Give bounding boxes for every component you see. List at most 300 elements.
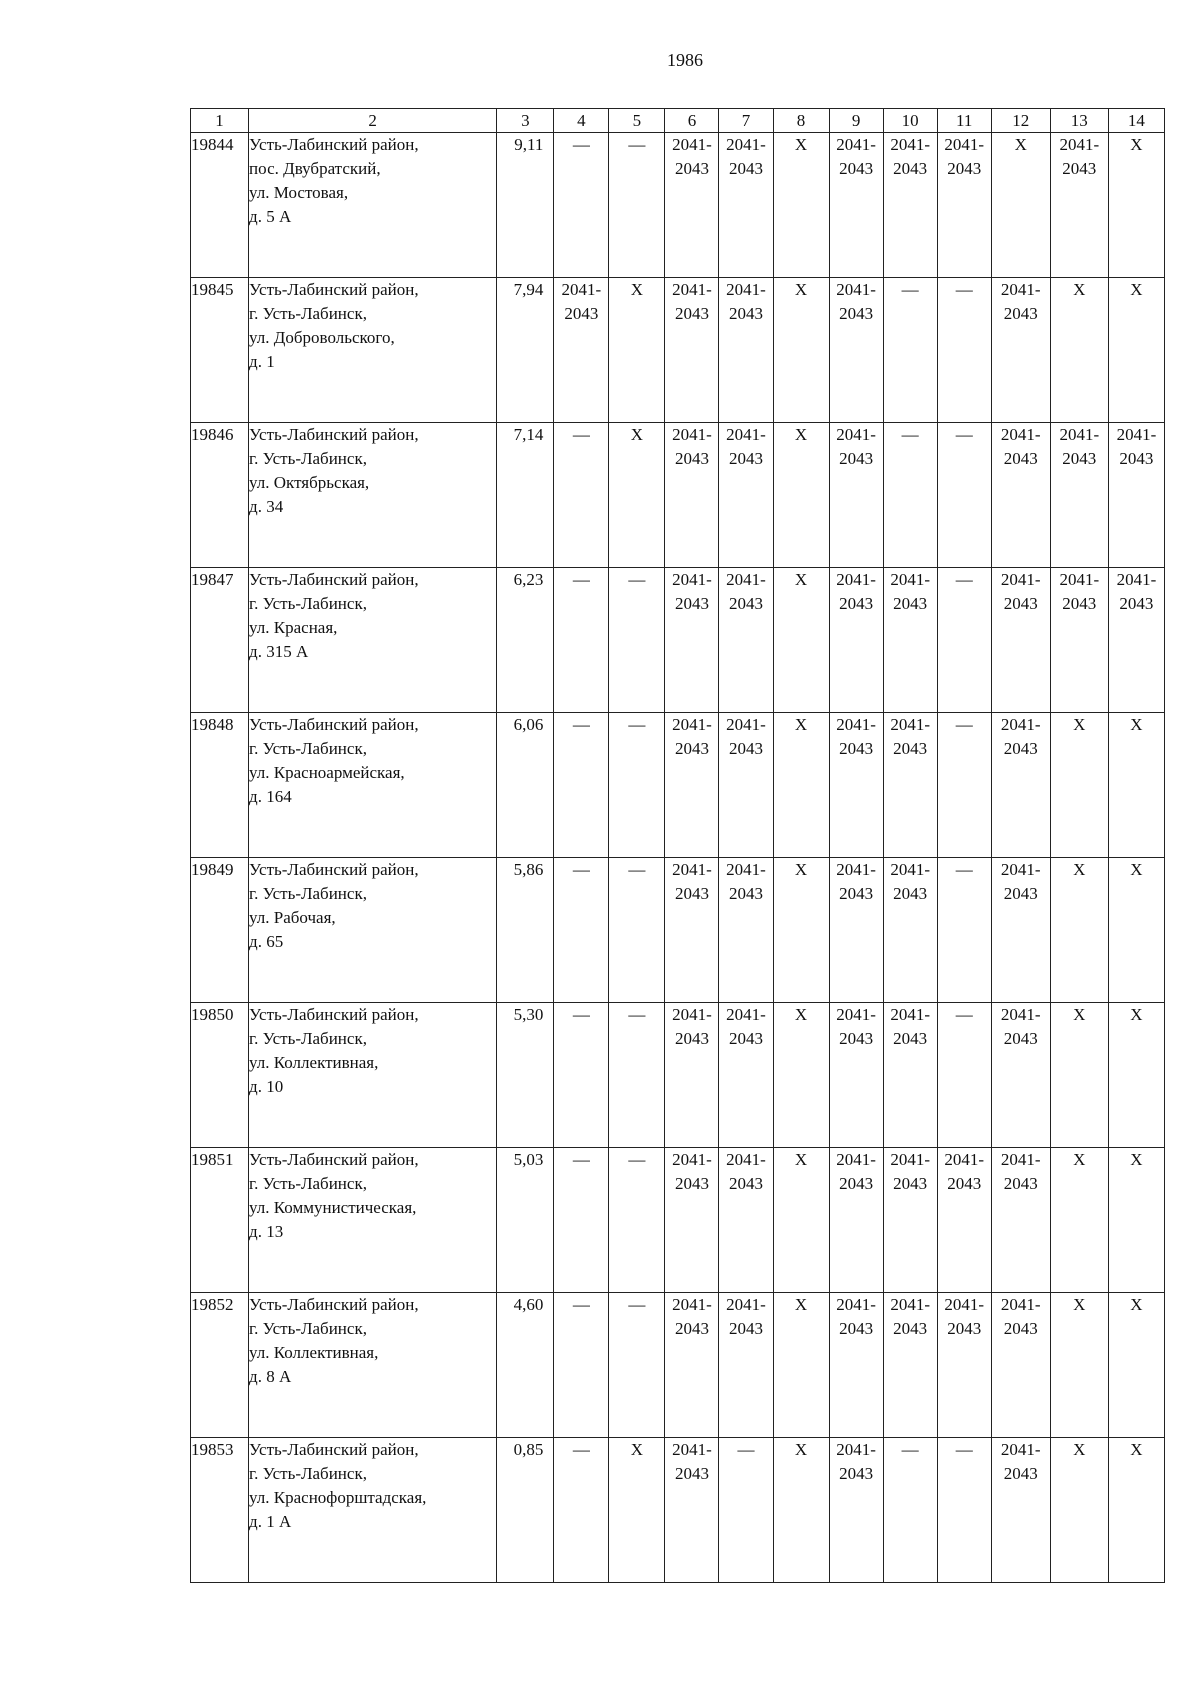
value-cell	[665, 133, 719, 278]
address-line: ул. Краснофорштадская,	[249, 1488, 427, 1507]
value-cell	[829, 423, 883, 568]
address-line: г. Усть-Лабинск,	[249, 449, 367, 468]
year-end: 2043	[729, 594, 763, 613]
address-line: г. Усть-Лабинск,	[249, 304, 367, 323]
year-start: 2041-	[836, 1150, 876, 1169]
value-cell: —	[937, 1003, 991, 1148]
value-cell: —	[554, 1003, 609, 1148]
value-cell	[665, 278, 719, 423]
value-cell: —	[937, 423, 991, 568]
value-cell: X	[609, 423, 665, 568]
year-end: 2043	[674, 1464, 709, 1483]
year-start: 2041-	[1000, 715, 1041, 734]
header-row	[191, 109, 1165, 133]
value-cell: X	[1050, 1438, 1108, 1583]
year-end: 2043	[893, 594, 928, 613]
value-cell: —	[883, 1438, 937, 1583]
area-cell: 9,11	[497, 133, 554, 278]
year-start: 2041-	[726, 1005, 766, 1024]
value-cell: —	[554, 1148, 609, 1293]
value-cell	[719, 278, 773, 423]
registry-table	[190, 108, 1165, 1583]
column-header-11: 11	[937, 109, 991, 133]
year-start: 2041-	[1116, 570, 1157, 589]
address-line: Усть-Лабинский район,	[249, 1005, 419, 1024]
address-line: г. Усть-Лабинск,	[249, 1319, 367, 1338]
table-row	[191, 423, 1165, 568]
value-cell	[937, 133, 991, 278]
year-start: 2041-	[726, 280, 766, 299]
column-header-6: 6	[665, 109, 719, 133]
address-line: Усть-Лабинский район,	[249, 715, 419, 734]
address-cell	[249, 423, 497, 568]
value-cell	[991, 1438, 1050, 1583]
area-cell: 7,94	[497, 278, 554, 423]
value-cell	[991, 858, 1050, 1003]
value-cell	[665, 1003, 719, 1148]
address-line: Усть-Лабинский район,	[249, 1440, 419, 1459]
area-cell: 6,06	[497, 713, 554, 858]
value-cell	[991, 1003, 1050, 1148]
address-line: Усть-Лабинский район,	[249, 135, 419, 154]
column-header-12: 12	[991, 109, 1050, 133]
year-end: 2043	[1003, 739, 1038, 758]
address-line: Усть-Лабинский район,	[249, 280, 419, 299]
address-cell	[249, 1438, 497, 1583]
value-cell	[719, 713, 773, 858]
column-header-5: 5	[609, 109, 665, 133]
value-cell	[883, 713, 937, 858]
value-cell	[829, 713, 883, 858]
year-start: 2041-	[890, 570, 930, 589]
year-start: 2041-	[726, 135, 766, 154]
year-end: 2043	[839, 594, 874, 613]
year-end: 2043	[674, 739, 709, 758]
value-cell: X	[1108, 1003, 1164, 1148]
value-cell	[719, 1293, 773, 1438]
value-cell: X	[609, 1438, 665, 1583]
year-end: 2043	[1003, 1464, 1038, 1483]
year-end: 2043	[947, 1174, 982, 1193]
value-cell: X	[773, 1003, 829, 1148]
year-start: 2041-	[672, 135, 712, 154]
year-end: 2043	[729, 739, 763, 758]
row-number: 19844	[191, 133, 249, 278]
value-cell: —	[609, 713, 665, 858]
value-cell	[719, 1148, 773, 1293]
value-cell: X	[1050, 278, 1108, 423]
address-line: г. Усть-Лабинск,	[249, 1174, 367, 1193]
value-cell	[719, 568, 773, 713]
value-cell: —	[609, 1293, 665, 1438]
column-header-14: 14	[1108, 109, 1164, 133]
table-row	[191, 858, 1165, 1003]
address-line: ул. Рабочая,	[249, 908, 336, 927]
value-cell: X	[1050, 713, 1108, 858]
address-cell	[249, 568, 497, 713]
address-line: г. Усть-Лабинск,	[249, 1464, 367, 1483]
value-cell: —	[719, 1438, 773, 1583]
column-header-9: 9	[829, 109, 883, 133]
value-cell: —	[554, 1438, 609, 1583]
year-start: 2041-	[836, 425, 876, 444]
year-start: 2041-	[944, 135, 985, 154]
column-header-10: 10	[883, 109, 937, 133]
year-end: 2043	[1119, 449, 1154, 468]
row-number: 19850	[191, 1003, 249, 1148]
column-header-7: 7	[719, 109, 773, 133]
area-cell: 5,86	[497, 858, 554, 1003]
year-end: 2043	[839, 159, 874, 178]
year-end: 2043	[893, 739, 928, 758]
value-cell: X	[1108, 133, 1164, 278]
year-start: 2041-	[1059, 570, 1100, 589]
row-number: 19847	[191, 568, 249, 713]
address-line: Усть-Лабинский район,	[249, 860, 419, 879]
value-cell	[991, 713, 1050, 858]
address-cell	[249, 1148, 497, 1293]
address-line: д. 315 А	[249, 642, 309, 661]
value-cell: X	[1050, 1148, 1108, 1293]
year-start: 2041-	[1000, 1295, 1041, 1314]
year-end: 2043	[1003, 884, 1038, 903]
value-cell: X	[609, 278, 665, 423]
value-cell: X	[1108, 1438, 1164, 1583]
address-line: ул. Октябрьская,	[249, 473, 370, 492]
value-cell	[1050, 423, 1108, 568]
address-line: Усть-Лабинский район,	[249, 570, 419, 589]
value-cell	[937, 1148, 991, 1293]
address-line: Усть-Лабинский район,	[249, 1150, 419, 1169]
address-cell	[249, 858, 497, 1003]
value-cell	[883, 1148, 937, 1293]
value-cell: X	[773, 1293, 829, 1438]
year-start: 2041-	[726, 1150, 766, 1169]
year-start: 2041-	[1059, 135, 1100, 154]
value-cell: X	[1050, 1003, 1108, 1148]
year-end: 2043	[1003, 304, 1038, 323]
year-end: 2043	[1062, 449, 1097, 468]
area-cell: 5,30	[497, 1003, 554, 1148]
year-start: 2041-	[672, 1440, 712, 1459]
column-header-13: 13	[1050, 109, 1108, 133]
year-end: 2043	[839, 884, 874, 903]
value-cell: —	[937, 1438, 991, 1583]
year-end: 2043	[1003, 1174, 1038, 1193]
year-start: 2041-	[890, 715, 930, 734]
year-end: 2043	[729, 1174, 763, 1193]
year-start: 2041-	[890, 1150, 930, 1169]
value-cell	[719, 1003, 773, 1148]
year-start: 2041-	[1000, 570, 1041, 589]
value-cell: X	[773, 1148, 829, 1293]
year-end: 2043	[674, 1029, 709, 1048]
address-line: г. Усть-Лабинск,	[249, 739, 367, 758]
value-cell	[883, 1003, 937, 1148]
year-start: 2041-	[672, 570, 712, 589]
value-cell	[665, 858, 719, 1003]
address-line: д. 8 А	[249, 1367, 292, 1386]
row-number: 19845	[191, 278, 249, 423]
value-cell	[665, 1438, 719, 1583]
value-cell: X	[773, 133, 829, 278]
year-start: 2041-	[672, 280, 712, 299]
year-end: 2043	[839, 1174, 874, 1193]
value-cell	[829, 278, 883, 423]
year-start: 2041-	[890, 1005, 930, 1024]
address-cell	[249, 278, 497, 423]
year-start: 2041-	[890, 860, 930, 879]
year-end: 2043	[1003, 1319, 1038, 1338]
year-end: 2043	[1003, 594, 1038, 613]
value-cell	[883, 568, 937, 713]
value-cell: —	[554, 713, 609, 858]
year-start: 2041-	[726, 715, 766, 734]
value-cell	[665, 423, 719, 568]
value-cell	[1050, 568, 1108, 713]
value-cell	[991, 278, 1050, 423]
value-cell: X	[1050, 858, 1108, 1003]
year-end: 2043	[729, 1319, 763, 1338]
year-end: 2043	[729, 159, 763, 178]
year-start: 2041-	[672, 1005, 712, 1024]
value-cell	[719, 858, 773, 1003]
value-cell	[829, 133, 883, 278]
address-line: ул. Мостовая,	[249, 183, 349, 202]
year-start: 2041-	[672, 860, 712, 879]
year-end: 2043	[1003, 1029, 1038, 1048]
value-cell	[1050, 133, 1108, 278]
year-end: 2043	[674, 159, 709, 178]
year-start: 2041-	[836, 860, 876, 879]
value-cell	[554, 278, 609, 423]
year-start: 2041-	[944, 1295, 985, 1314]
column-header-1: 1	[191, 109, 249, 133]
value-cell	[829, 568, 883, 713]
value-cell	[1108, 568, 1164, 713]
value-cell: X	[773, 713, 829, 858]
table-row	[191, 1293, 1165, 1438]
year-end: 2043	[893, 1174, 928, 1193]
year-end: 2043	[839, 739, 874, 758]
address-line: пос. Двубратский,	[249, 159, 381, 178]
row-number: 19848	[191, 713, 249, 858]
value-cell: X	[1108, 858, 1164, 1003]
year-start: 2041-	[672, 425, 712, 444]
table-body	[191, 133, 1165, 1583]
year-end: 2043	[893, 1029, 928, 1048]
value-cell: X	[773, 423, 829, 568]
table-row	[191, 1003, 1165, 1148]
year-start: 2041-	[561, 280, 602, 299]
year-start: 2041-	[836, 1005, 876, 1024]
value-cell: X	[1108, 278, 1164, 423]
value-cell	[665, 713, 719, 858]
year-end: 2043	[674, 449, 709, 468]
year-start: 2041-	[1116, 425, 1157, 444]
address-line: ул. Коллективная,	[249, 1343, 379, 1362]
column-header-3: 3	[497, 109, 554, 133]
year-end: 2043	[674, 304, 709, 323]
value-cell	[829, 1293, 883, 1438]
year-start: 2041-	[726, 425, 766, 444]
year-end: 2043	[729, 884, 763, 903]
address-line: ул. Красноармейская,	[249, 763, 405, 782]
value-cell: X	[1108, 713, 1164, 858]
row-number: 19851	[191, 1148, 249, 1293]
value-cell: —	[937, 278, 991, 423]
year-start: 2041-	[726, 570, 766, 589]
row-number: 19852	[191, 1293, 249, 1438]
value-cell: —	[554, 423, 609, 568]
year-end: 2043	[947, 159, 982, 178]
value-cell: —	[554, 1293, 609, 1438]
year-end: 2043	[674, 1319, 709, 1338]
year-end: 2043	[1119, 594, 1154, 613]
value-cell	[829, 1148, 883, 1293]
value-cell: —	[609, 858, 665, 1003]
value-cell: X	[1108, 1148, 1164, 1293]
value-cell: —	[609, 1003, 665, 1148]
value-cell	[829, 1003, 883, 1148]
year-start: 2041-	[726, 860, 766, 879]
page-number: 1986	[667, 50, 703, 70]
area-cell: 7,14	[497, 423, 554, 568]
value-cell: X	[773, 568, 829, 713]
value-cell: —	[554, 568, 609, 713]
address-line: ул. Коллективная,	[249, 1053, 379, 1072]
value-cell: —	[609, 568, 665, 713]
value-cell	[1108, 423, 1164, 568]
year-end: 2043	[839, 1029, 874, 1048]
year-end: 2043	[674, 594, 709, 613]
value-cell	[829, 1438, 883, 1583]
year-end: 2043	[839, 1319, 874, 1338]
value-cell: —	[883, 278, 937, 423]
year-end: 2043	[947, 1319, 982, 1338]
year-start: 2041-	[890, 135, 930, 154]
row-number: 19853	[191, 1438, 249, 1583]
year-start: 2041-	[672, 1295, 712, 1314]
year-start: 2041-	[836, 1295, 876, 1314]
address-line: ул. Коммунистическая,	[249, 1198, 417, 1217]
year-start: 2041-	[1059, 425, 1100, 444]
value-cell: —	[937, 713, 991, 858]
year-start: 2041-	[836, 280, 876, 299]
year-end: 2043	[564, 304, 599, 323]
value-cell: —	[609, 133, 665, 278]
year-end: 2043	[893, 1319, 928, 1338]
year-start: 2041-	[944, 1150, 985, 1169]
address-line: г. Усть-Лабинск,	[249, 1029, 367, 1048]
value-cell	[665, 1293, 719, 1438]
year-end: 2043	[893, 884, 928, 903]
value-cell: —	[609, 1148, 665, 1293]
address-line: д. 1	[249, 352, 275, 371]
year-end: 2043	[674, 884, 709, 903]
value-cell	[937, 1293, 991, 1438]
value-cell: X	[773, 858, 829, 1003]
value-cell: —	[937, 858, 991, 1003]
year-start: 2041-	[1000, 860, 1041, 879]
year-end: 2043	[839, 304, 874, 323]
area-cell: 6,23	[497, 568, 554, 713]
year-start: 2041-	[726, 1295, 766, 1314]
value-cell: X	[991, 133, 1050, 278]
year-start: 2041-	[1000, 1440, 1041, 1459]
year-start: 2041-	[1000, 280, 1041, 299]
value-cell	[719, 423, 773, 568]
address-line: г. Усть-Лабинск,	[249, 594, 367, 613]
value-cell: —	[883, 423, 937, 568]
year-end: 2043	[893, 159, 928, 178]
column-header-2: 2	[249, 109, 497, 133]
year-start: 2041-	[672, 1150, 712, 1169]
value-cell	[991, 423, 1050, 568]
address-line: д. 34	[249, 497, 284, 516]
address-line: д. 1 А	[249, 1512, 292, 1531]
column-header-8: 8	[773, 109, 829, 133]
year-end: 2043	[839, 449, 874, 468]
address-line: д. 65	[249, 932, 284, 951]
value-cell: X	[773, 1438, 829, 1583]
value-cell	[883, 1293, 937, 1438]
address-line: д. 10	[249, 1077, 284, 1096]
year-start: 2041-	[890, 1295, 930, 1314]
year-start: 2041-	[672, 715, 712, 734]
value-cell	[991, 1148, 1050, 1293]
table-row	[191, 278, 1165, 423]
year-start: 2041-	[836, 135, 876, 154]
table-row	[191, 133, 1165, 278]
year-start: 2041-	[836, 570, 876, 589]
column-header-4: 4	[554, 109, 609, 133]
area-cell: 4,60	[497, 1293, 554, 1438]
address-line: Усть-Лабинский район,	[249, 425, 419, 444]
address-cell	[249, 1003, 497, 1148]
address-line: д. 5 А	[249, 207, 292, 226]
area-cell: 5,03	[497, 1148, 554, 1293]
address-line: ул. Добровольского,	[249, 328, 395, 347]
address-line: г. Усть-Лабинск,	[249, 884, 367, 903]
value-cell: X	[1050, 1293, 1108, 1438]
year-start: 2041-	[836, 1440, 876, 1459]
value-cell	[883, 858, 937, 1003]
year-start: 2041-	[1000, 1150, 1041, 1169]
address-cell	[249, 133, 497, 278]
value-cell	[991, 568, 1050, 713]
year-end: 2043	[729, 1029, 763, 1048]
address-cell	[249, 1293, 497, 1438]
year-start: 2041-	[1000, 1005, 1041, 1024]
value-cell	[991, 1293, 1050, 1438]
year-end: 2043	[674, 1174, 709, 1193]
value-cell: —	[554, 133, 609, 278]
area-cell: 0,85	[497, 1438, 554, 1583]
year-start: 2041-	[836, 715, 876, 734]
value-cell: —	[554, 858, 609, 1003]
year-end: 2043	[1003, 449, 1038, 468]
row-number: 19846	[191, 423, 249, 568]
value-cell	[883, 133, 937, 278]
value-cell	[829, 858, 883, 1003]
year-start: 2041-	[1000, 425, 1041, 444]
table-row	[191, 568, 1165, 713]
table-row	[191, 713, 1165, 858]
address-cell	[249, 713, 497, 858]
year-end: 2043	[839, 1464, 874, 1483]
year-end: 2043	[729, 449, 763, 468]
